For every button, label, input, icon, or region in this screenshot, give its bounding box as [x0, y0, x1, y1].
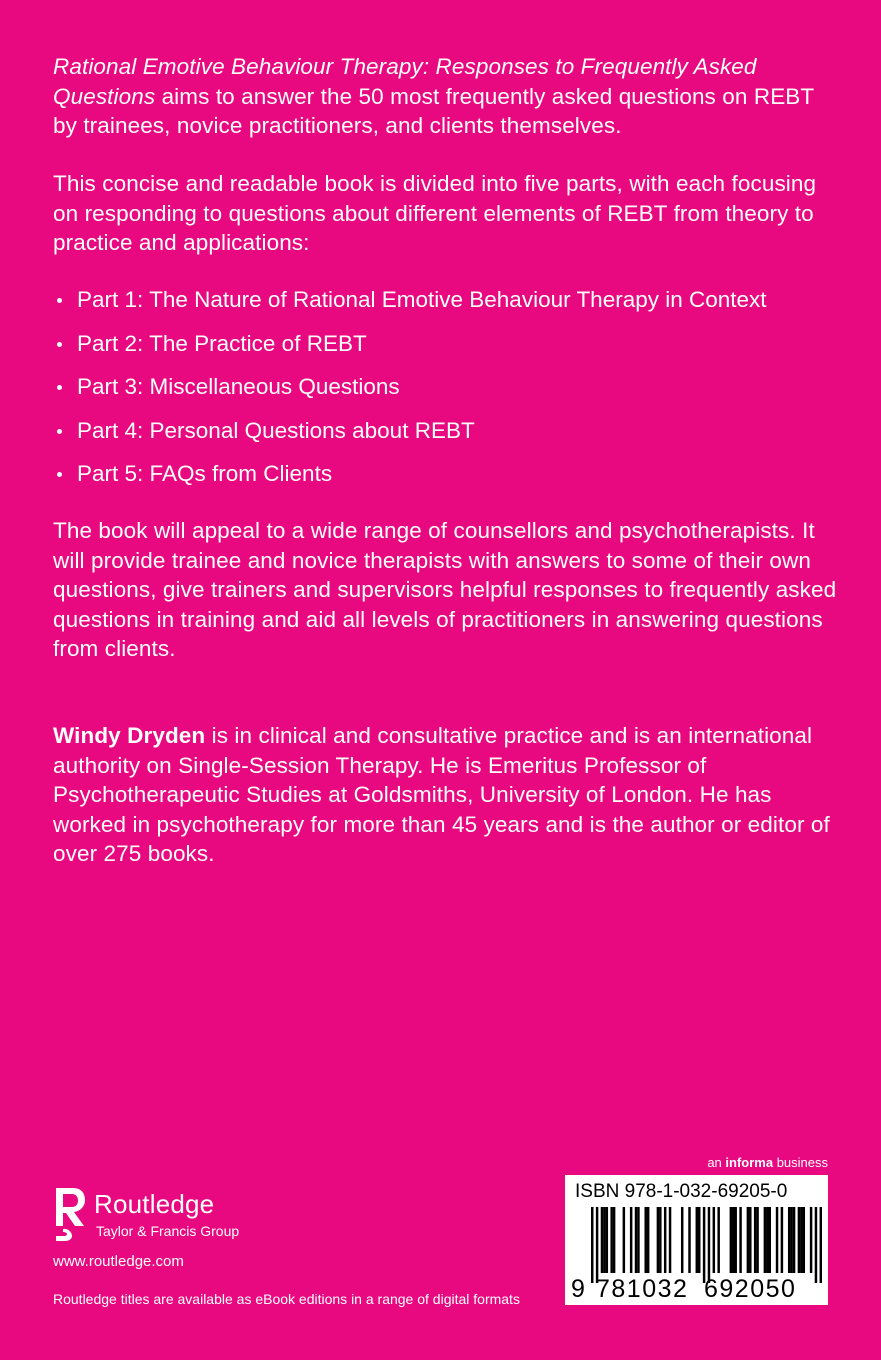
barcode-bar: [657, 1207, 659, 1273]
barcode-bar: [810, 1207, 812, 1273]
ean-right-digits: 692050: [704, 1275, 797, 1303]
informa-brand: informa: [725, 1155, 774, 1170]
barcode-bar: [769, 1207, 771, 1273]
barcode-bar: [803, 1207, 805, 1273]
barcode-bar: [647, 1207, 649, 1273]
isbn-label: ISBN 978-1-032-69205-0: [575, 1181, 788, 1202]
publisher-group: Taylor & Francis Group: [96, 1223, 240, 1239]
barcode-bar: [637, 1207, 639, 1273]
barcode-bar: [603, 1207, 605, 1273]
barcode-bar: [766, 1207, 768, 1273]
barcode-bar: [696, 1207, 698, 1273]
barcode-guard-bar: [708, 1207, 710, 1283]
list-item: [53, 459, 853, 503]
intro-paragraph: [53, 52, 843, 141]
barcode-bar: [613, 1207, 615, 1273]
summary-paragraph: This concise and readable book is divided into five parts, with each focusing on responding to questions about different elements of REBT from theory to practice and applications:: [53, 171, 817, 255]
author-bio-text: is in clinical and consultative practice and is an international authority on Single-Session Therapy. He is Emeritus Professor of Psychotherapeutic Studies at Goldsmiths, University of London. He has worked in psychotherapy for more than 45 years and is the author or editor of over 275 books.: [53, 723, 830, 866]
barcode-guard-bar: [596, 1207, 598, 1283]
barcode-bar: [630, 1207, 632, 1273]
parts-list: [53, 285, 853, 503]
barcode-bar: [756, 1207, 758, 1273]
barcode-guard-bar: [591, 1207, 593, 1283]
barcode-bar: [635, 1207, 637, 1273]
informa-tagline: [707, 1155, 828, 1171]
author-name: Windy Dryden: [53, 723, 206, 748]
barcode-bar: [732, 1207, 734, 1273]
barcode-bar: [664, 1207, 666, 1273]
list-item-label: Part 5: FAQs from Clients: [77, 461, 333, 486]
publisher-url[interactable]: www.routledge.com: [53, 1253, 184, 1270]
bullet-icon: [57, 298, 62, 303]
barcode-bar: [623, 1207, 625, 1273]
barcode-bar: [713, 1207, 715, 1273]
publisher-logo: [53, 1186, 273, 1246]
informa-prefix: an: [707, 1155, 726, 1170]
barcode-panel: [565, 1175, 828, 1305]
barcode-bar: [669, 1207, 671, 1273]
author-bio: [53, 721, 843, 869]
barcode-bar: [644, 1207, 646, 1273]
barcode-bar: [798, 1207, 800, 1273]
barcode-bar: [659, 1207, 661, 1273]
barcode-guard-bar: [820, 1207, 822, 1283]
barcode-bar: [698, 1207, 700, 1273]
informa-suffix: business: [773, 1155, 828, 1170]
list-item-label: Part 2: The Practice of REBT: [77, 330, 367, 356]
barcode-guard-bar: [703, 1207, 705, 1283]
barcode-bar: [688, 1207, 690, 1273]
bullet-icon: [57, 429, 62, 434]
barcode-bar: [739, 1207, 741, 1273]
list-item: [53, 329, 853, 373]
barcode-bar: [754, 1207, 756, 1273]
ean-left-digits: 781032: [596, 1275, 689, 1303]
ean-first-digit: 9: [571, 1275, 585, 1303]
barcode-bar: [606, 1207, 608, 1273]
routledge-r-icon: [53, 1186, 87, 1242]
list-item: [53, 416, 853, 460]
list-item: [53, 372, 853, 416]
bullet-icon: [57, 385, 62, 390]
publisher-name: Routledge: [94, 1189, 215, 1219]
barcode-bar: [730, 1207, 732, 1273]
list-item-label: Part 4: Personal Questions about REBT: [77, 417, 475, 443]
barcode-bar: [781, 1207, 783, 1273]
list-item: [53, 285, 853, 329]
list-item-label: Part 3: Miscellaneous Questions: [77, 374, 400, 399]
barcode: [571, 1207, 822, 1283]
barcode-bar: [749, 1207, 751, 1273]
barcode-bar: [734, 1207, 736, 1273]
barcode-bar: [717, 1207, 719, 1273]
list-item-label: Part 1: The Nature of Rational Emotive Behaviour Therapy in Context: [77, 287, 767, 312]
book-title-italic: Rational Emotive Behaviour Therapy: Responses to Frequently Asked Questions: [53, 54, 757, 109]
barcode-bar: [610, 1207, 612, 1273]
barcode-bar: [800, 1207, 802, 1273]
barcode-bar: [747, 1207, 749, 1273]
appeal-paragraph: The book will appeal to a wide range of counsellors and psychotherapists. It will provide trainee and novice therapists with answers to some of their own questions, give trainers and supervisors helpful responses to frequently asked questions in training and aid all levels of practitioners in answering questions from clients.: [53, 518, 837, 661]
barcode-bar: [790, 1207, 792, 1273]
barcode-bar: [601, 1207, 603, 1273]
intro-rest: aims to answer the 50 most frequently asked questions on REBT by trainees, novice practitioners, and clients themselves.: [53, 83, 814, 138]
bullet-icon: [57, 472, 62, 477]
ebook-note: Routledge titles are available as eBook editions in a range of digital formats: [53, 1291, 520, 1307]
barcode-bar: [764, 1207, 766, 1273]
barcode-bar: [793, 1207, 795, 1273]
barcode-bar: [788, 1207, 790, 1273]
bullet-icon: [57, 342, 62, 347]
barcode-bar: [776, 1207, 778, 1273]
barcode-guard-bar: [815, 1207, 817, 1283]
barcode-bar: [681, 1207, 683, 1273]
